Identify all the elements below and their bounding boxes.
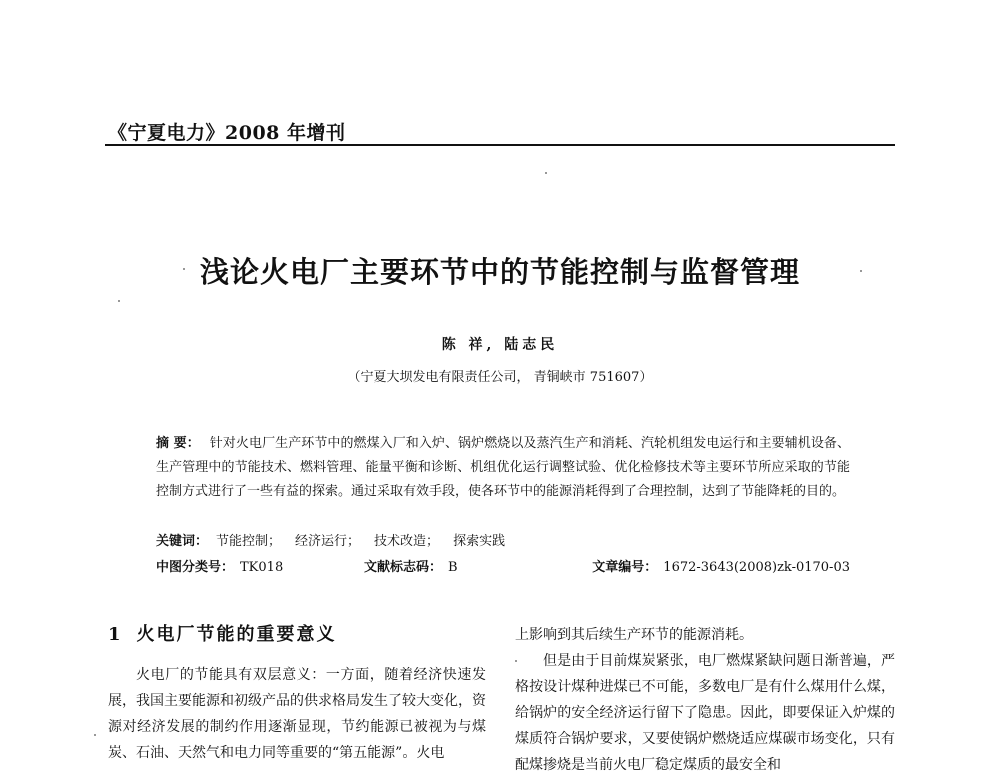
scan-speck	[545, 172, 547, 174]
keywords-block	[156, 530, 850, 549]
scan-speck	[118, 300, 120, 302]
abstract-block	[156, 432, 850, 504]
scan-speck	[183, 268, 185, 270]
header-rule	[105, 144, 895, 146]
body-paragraph: 火电厂的节能具有双层意义：一方面，随着经济快速发展，我国主要能源和初级产品的供求格局发生了较大变化，资源对经济发展的制约作用逐渐显现，节约能源已被视为与煤炭、石油、天然气和电力同等重要的“第五能源”。火电	[108, 667, 486, 761]
classification-row	[156, 556, 850, 576]
left-column	[108, 622, 486, 766]
keywords-label: 关键词：	[156, 534, 209, 549]
keyword-item: 节能控制；	[216, 534, 282, 549]
article-no-label: 文章编号：	[592, 560, 658, 575]
abstract-text: 针对火电厂生产环节中的燃煤入厂和入炉、锅炉燃烧以及蒸汽生产和消耗、汽轮机组发电运行和主要辅机设备、生产管理中的节能技术、燃料管理、能量平衡和诊断、机组优化运行调整试验、优化检修技术等主要环节所应采取的节能控制方式进行了一些有益的探索。通过采取有效手段，使各环节中的能源消耗得到了合理控制，达到了节能降耗的目的。	[156, 436, 850, 499]
author-affiliation: （宁夏大坝发电有限责任公司， 青铜峡市 751607）	[347, 370, 653, 385]
keyword-item: 探索实践	[453, 534, 506, 549]
body-paragraph: 上影响到其后续生产环节的能源消耗。	[515, 627, 753, 643]
article-authors: 陈 祥, 陆志民	[441, 337, 559, 353]
section-heading	[108, 622, 486, 648]
clc-value: TK018	[240, 560, 284, 575]
clc-label: 中图分类号：	[156, 560, 235, 575]
article-no-field	[592, 556, 850, 575]
scan-speck	[515, 660, 517, 662]
section-number: 1	[108, 624, 123, 645]
journal-header: 《宁夏电力》2008 年增刊	[108, 122, 346, 144]
doc-code-value: B	[448, 560, 458, 575]
scan-speck	[94, 734, 96, 736]
article-no-value: 1672-3643(2008)zk-0170-03	[663, 560, 850, 575]
doc-code-field	[364, 556, 458, 575]
article-title: 浅论火电厂主要环节中的节能控制与监督管理	[199, 255, 800, 289]
abstract-label: 摘 要：	[156, 436, 200, 451]
keyword-item: 技术改造；	[374, 534, 440, 549]
keyword-item: 经济运行；	[295, 534, 361, 549]
scan-speck	[860, 270, 862, 272]
section-title: 火电厂节能的重要意义	[136, 624, 337, 645]
body-paragraph: 但是由于目前煤炭紧张，电厂燃煤紧缺问题日渐普遍，严格按设计煤种进煤已不可能，多数电厂是有什么煤用什么煤，给锅炉的安全经济运行留下了隐患。因此，即要保证入炉煤的煤质符合锅炉要求，又要使锅炉燃烧适应煤碳市场变化，只有配煤掺烧是当前火电厂稳定煤质的最安全和	[515, 653, 895, 773]
right-column	[515, 622, 895, 778]
clc-field	[156, 556, 283, 575]
doc-code-label: 文献标志码：	[364, 560, 443, 575]
